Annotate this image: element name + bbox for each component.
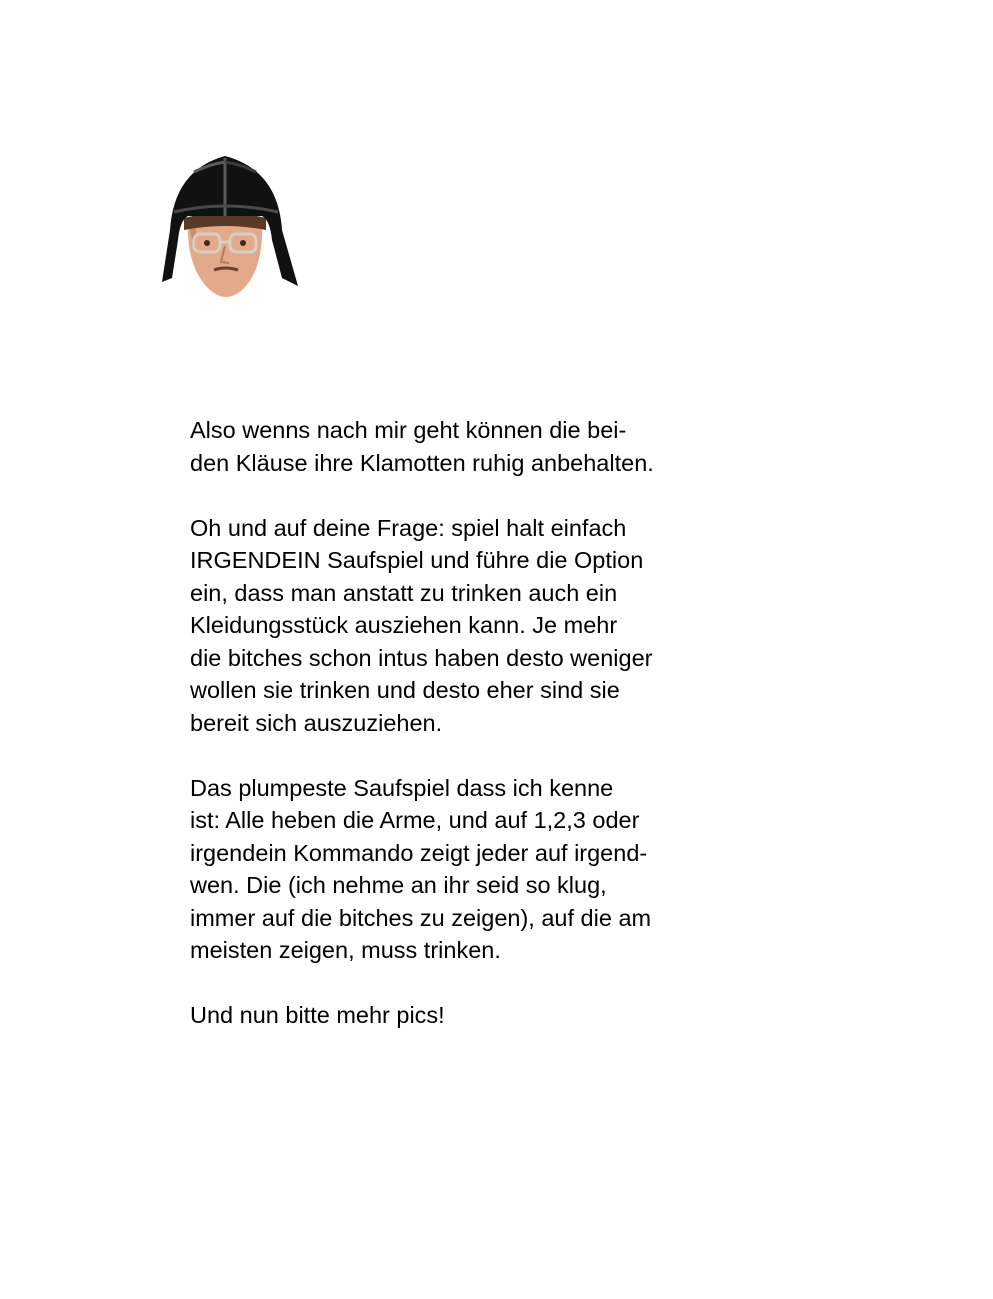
text-line: die bitches schon intus haben desto weniger <box>190 644 653 671</box>
text-line: meisten zeigen, muss trinken. <box>190 937 501 963</box>
text-line: Oh und auf deine Frage: spiel halt einfach <box>190 514 627 541</box>
text-line: ist: Alle heben die Arme, und auf 1,2,3 oder <box>190 807 640 833</box>
avatar <box>150 150 302 310</box>
text-line: Das plumpeste Saufspiel dass ich kenne <box>190 774 614 801</box>
text-line: Also wenns nach mir geht können die bei- <box>190 417 627 443</box>
paragraph <box>190 772 750 967</box>
text-line: Und nun bitte mehr pics! <box>190 1002 445 1028</box>
text-line: irgendein Kommando zeigt jeder auf irgend- <box>190 839 648 866</box>
text-line: wollen sie trinken und desto eher sind sie <box>190 677 620 703</box>
helmet-face-avatar-icon <box>150 150 302 310</box>
text-line: den Kläuse ihre Klamotten ruhig anbehalten. <box>190 449 654 476</box>
paragraph <box>190 414 750 479</box>
paragraph <box>190 512 750 740</box>
text-line: ein, dass man anstatt zu trinken auch ein <box>190 579 618 606</box>
post-body <box>190 414 750 1064</box>
paragraph <box>190 999 750 1032</box>
text-line: bereit sich auszuziehen. <box>190 709 443 736</box>
text-line: immer auf die bitches zu zeigen), auf die am <box>190 904 652 931</box>
text-line: IRGENDEIN Saufspiel und führe die Option <box>190 547 644 573</box>
text-line: wen. Die (ich nehme an ihr seid so klug, <box>190 872 607 898</box>
text-line: Kleidungsstück ausziehen kann. Je mehr <box>190 612 618 638</box>
